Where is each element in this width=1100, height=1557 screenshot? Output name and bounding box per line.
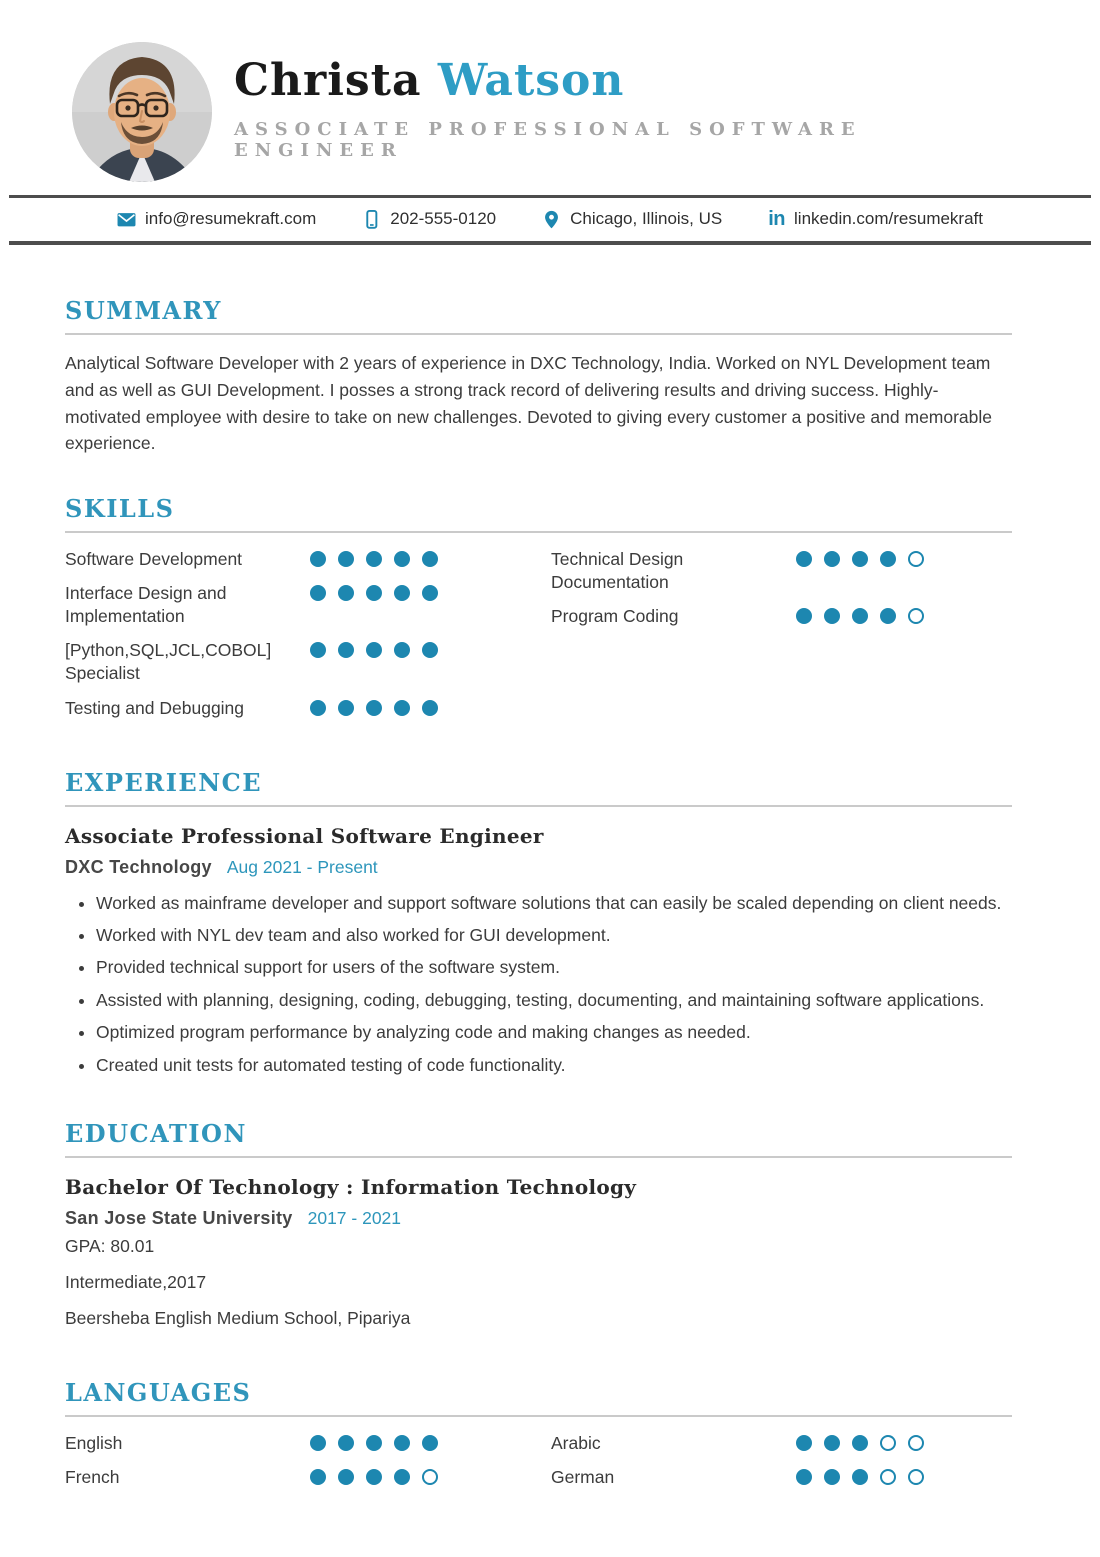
degree-title: Bachelor Of Technology : Information Technology <box>65 1174 637 1199</box>
rating-dots <box>796 1466 924 1483</box>
section-languages <box>65 1378 1012 1500</box>
dot-empty-icon <box>422 1469 438 1485</box>
dot-filled-icon <box>366 1469 382 1485</box>
job-bullet-list <box>65 891 1012 1078</box>
rating-dots <box>796 548 924 565</box>
company-name: DXC Technology <box>65 856 212 877</box>
education-extra <box>65 1272 1012 1329</box>
dot-filled-icon <box>366 642 382 658</box>
contact-phone[interactable] <box>362 209 496 229</box>
first-name: Christa <box>234 55 422 106</box>
rating-dots <box>310 697 438 714</box>
dot-empty-icon <box>880 1435 896 1451</box>
languages-heading: LANGUAGES <box>65 1378 1012 1417</box>
dot-filled-icon <box>338 1469 354 1485</box>
dot-filled-icon <box>796 1469 812 1485</box>
dot-filled-icon <box>338 585 354 601</box>
bullet-item: • Provided technical support for users of the software system. <box>96 955 1012 980</box>
dot-filled-icon <box>422 585 438 601</box>
rating-dots <box>310 548 438 565</box>
dot-filled-icon <box>310 551 326 567</box>
rating-dots <box>310 639 438 656</box>
education-extra-line: Intermediate,2017 <box>65 1271 207 1292</box>
dot-filled-icon <box>366 1435 382 1451</box>
dot-filled-icon <box>394 642 410 658</box>
job-meta <box>65 857 1012 878</box>
bullet-item: • Optimized program performance by analyzing code and making changes as needed. <box>96 1020 1012 1045</box>
languages-grid <box>65 1432 1012 1500</box>
contact-email-text: info@resumekraft.com <box>144 209 317 228</box>
summary-text: Analytical Software Developer with 2 years of experience in DXC Technology, India. Worked on NYL Development team and as well as GUI Development. I posses a strong track record of delivering results and driving success. Highly-motivated employee with desire to take on new challenges. Devoted to giving every customer a positive and memorable experience. <box>65 353 993 454</box>
rating-label: Software Development <box>65 549 243 570</box>
dot-filled-icon <box>422 1435 438 1451</box>
skill-row <box>551 548 1012 594</box>
rating-dots <box>310 582 438 599</box>
dot-filled-icon <box>852 1469 868 1485</box>
section-education <box>65 1119 1012 1329</box>
rating-label: German <box>551 1466 615 1487</box>
job-title: Associate Professional Software Engineer <box>65 823 544 848</box>
dot-filled-icon <box>310 700 326 716</box>
dot-filled-icon <box>852 608 868 624</box>
dot-filled-icon <box>824 608 840 624</box>
dot-filled-icon <box>422 642 438 658</box>
dot-filled-icon <box>796 1435 812 1451</box>
section-summary <box>65 296 1012 457</box>
bullet-item: • Worked as mainframe developer and support software solutions that can easily be scaled depending on client needs. <box>96 891 1012 916</box>
dot-filled-icon <box>394 585 410 601</box>
dot-filled-icon <box>310 642 326 658</box>
dot-filled-icon <box>422 700 438 716</box>
skill-row <box>65 697 526 720</box>
phone-icon <box>362 210 381 229</box>
rating-label: Testing and Debugging <box>65 697 245 718</box>
dot-filled-icon <box>310 1469 326 1485</box>
rating-dots <box>310 1466 438 1483</box>
dot-filled-icon <box>394 551 410 567</box>
dot-filled-icon <box>394 1469 410 1485</box>
rating-label: [Python,SQL,JCL,COBOL] Specialist <box>65 640 272 684</box>
contact-location-text: Chicago, Illinois, US <box>570 209 723 228</box>
dot-filled-icon <box>366 585 382 601</box>
last-name: Watson <box>437 55 625 106</box>
rating-label: English <box>65 1432 123 1453</box>
location-pin-icon <box>542 210 561 229</box>
experience-heading: EXPERIENCE <box>65 768 1012 807</box>
dot-filled-icon <box>338 551 354 567</box>
dot-filled-icon <box>824 551 840 567</box>
rating-label: French <box>65 1466 120 1487</box>
skills-column-right <box>551 548 1012 731</box>
dot-empty-icon <box>880 1469 896 1485</box>
dot-empty-icon <box>908 1469 924 1485</box>
bullet-item: • Created unit tests for automated testing of code functionality. <box>96 1053 1012 1078</box>
dot-filled-icon <box>880 551 896 567</box>
rating-label: Arabic <box>551 1432 601 1453</box>
profile-photo <box>72 42 212 182</box>
skills-grid <box>65 548 1012 731</box>
contact-phone-text: 202-555-0120 <box>390 209 497 228</box>
bullet-item: • Worked with NYL dev team and also worked for GUI development. <box>96 923 1012 948</box>
education-heading: EDUCATION <box>65 1119 1012 1158</box>
education-meta <box>65 1208 1012 1229</box>
dot-empty-icon <box>908 551 924 567</box>
linkedin-icon: in <box>768 208 786 230</box>
bullet-item: • Assisted with planning, designing, coding, debugging, testing, documenting, and maintaining software applications. <box>96 988 1012 1013</box>
rating-label: Interface Design and Implementation <box>65 583 227 627</box>
education-extra-line: Beersheba English Medium School, Pipariya <box>65 1307 411 1328</box>
dot-filled-icon <box>366 700 382 716</box>
contact-linkedin-text: linkedin.com/resumekraft <box>794 209 983 228</box>
dot-empty-icon <box>908 1435 924 1451</box>
dot-filled-icon <box>422 551 438 567</box>
dot-filled-icon <box>338 700 354 716</box>
dot-filled-icon <box>796 608 812 624</box>
skill-row <box>65 639 526 685</box>
section-experience <box>65 768 1012 1078</box>
education-dates: 2017 - 2021 <box>307 1207 402 1228</box>
section-skills <box>65 494 1012 731</box>
dot-filled-icon <box>338 642 354 658</box>
dot-filled-icon <box>824 1435 840 1451</box>
school-name: San Jose State University <box>65 1207 293 1228</box>
languages-column-left <box>65 1432 526 1500</box>
rating-label: Program Coding <box>551 606 679 627</box>
dot-filled-icon <box>394 1435 410 1451</box>
language-row <box>551 1466 1012 1489</box>
dot-filled-icon <box>880 608 896 624</box>
dot-filled-icon <box>338 1435 354 1451</box>
dot-filled-icon <box>310 1435 326 1451</box>
avatar-illustration <box>72 42 212 182</box>
dot-filled-icon <box>310 585 326 601</box>
language-row <box>551 1432 1012 1455</box>
dot-empty-icon <box>908 608 924 624</box>
skills-heading: SKILLS <box>65 494 1012 533</box>
role-title: ASSOCIATE PROFESSIONAL SOFTWARE ENGINEER <box>234 119 862 162</box>
name-block <box>234 42 1035 161</box>
person-name <box>234 55 1035 106</box>
dot-filled-icon <box>824 1469 840 1485</box>
dot-filled-icon <box>366 551 382 567</box>
languages-column-right <box>551 1432 1012 1500</box>
rating-label: Technical Design Documentation <box>551 549 684 593</box>
skill-row <box>65 582 526 628</box>
dot-filled-icon <box>394 700 410 716</box>
email-icon <box>117 210 136 229</box>
skill-row <box>551 605 1012 628</box>
contact-bar <box>9 195 1091 245</box>
rating-dots <box>796 1432 924 1449</box>
contact-location[interactable] <box>542 209 722 229</box>
resume-body <box>0 296 1100 1500</box>
rating-dots <box>796 605 924 622</box>
language-row <box>65 1432 526 1455</box>
job-dates: Aug 2021 - Present <box>226 856 378 877</box>
gpa-line: GPA: 80.01 <box>65 1235 155 1256</box>
dot-filled-icon <box>796 551 812 567</box>
dot-filled-icon <box>852 1435 868 1451</box>
skill-row <box>65 548 526 571</box>
dot-filled-icon <box>852 551 868 567</box>
header <box>0 0 1100 182</box>
rating-dots <box>310 1432 438 1449</box>
language-row <box>65 1466 526 1489</box>
skills-column-left <box>65 548 526 731</box>
summary-heading: SUMMARY <box>65 296 1012 335</box>
contact-email[interactable] <box>117 209 316 229</box>
contact-linkedin[interactable] <box>768 209 983 229</box>
